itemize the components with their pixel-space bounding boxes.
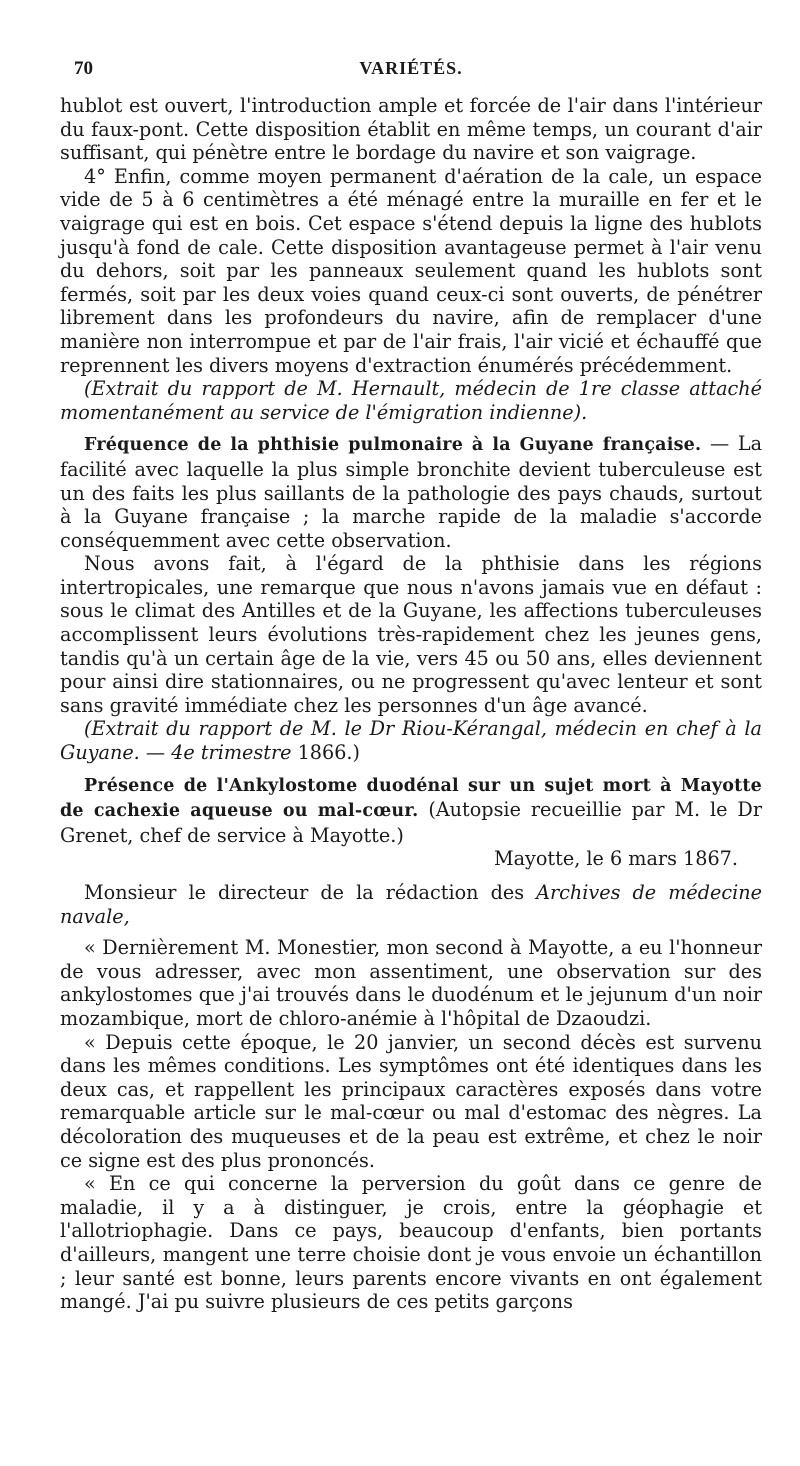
ankylostome-heading-rest: (Autopsie recueillie par M. le Dr Grenet, chef de service à Mayotte.) (60, 798, 762, 847)
letter-paragraph-2: « Depuis cette époque, le 20 janvier, un second décès est survenu dans les mêmes conditions. Les symptômes ont été identiques dans les deux cas, et rappellent les principaux caractères exposés dans votre remarquable article sur le mal-cœur ou mal d'estomac des nègres. La décoloration des muqueuses et de la peau est extrême, et chez le noir ce signe est des plus prononcés. (60, 1030, 762, 1172)
ankylostome-heading: Présence de l'Ankylostome duodénal sur un sujet mort à Mayotte de cachexie aqueuse ou mal-cœur. (60, 775, 762, 822)
aeration-paragraph-2: 4° Enfin, comme moyen permanent d'aération de la cale, un espace vide de 5 à 6 centimètres a été ménagé entre la muraille en fer et le vaigrage qui est en bois. Cet espace s'étend depuis la ligne des hublots jusqu'à fond de cale. Cette disposition avantageuse permet à l'air venu du dehors, soit par les panneaux seulement quand les hublots sont fermés, soit par les deux voies quand ceux-ci sont ouverts, de pénétrer librement dans les profondeurs du navire, afin de remplacer d'une manière non interrompue et par de l'air frais, l'air vicié et échauffé que reprennent les divers moyens d'extraction énumérés précédemment. (60, 164, 762, 377)
ankylostome-intro (60, 773, 762, 848)
letter-paragraph-1: « Dernièrement M. Monestier, mon second à Mayotte, a eu l'honneur de vous adresser, avec mon assentiment, une observation sur des ankylostomes que j'ai trouvés dans le duodénum et le jejunum d'un noir mozambique, mort de chloro-anémie à l'hôpital de Dzaoudzi. (60, 936, 762, 1030)
phthisie-paragraph-1 (60, 432, 762, 552)
letter-paragraph-3: « En ce qui concerne la perversion du goût dans ce genre de maladie, il y a à distinguer, je crois, entre la géophagie et l'allotriophagie. Dans ce pays, beaucoup d'enfants, bien portants d'ailleurs, mangent une terre choisie dont je vous envoie un échantillon ; leur santé est bonne, leurs parents encore vivants en ont également mangé. J'ai pu suivre plusieurs de ces petits garçons (60, 1172, 762, 1314)
page-number: 70 (74, 58, 93, 79)
page-header (60, 58, 762, 88)
section-gap (60, 928, 762, 936)
section-gap (60, 424, 762, 432)
letter-salutation-journal: Archives de médecine navale, (60, 881, 763, 928)
letter-salutation (60, 881, 762, 928)
letter-salutation-text: Monsieur le directeur de la rédaction des (84, 881, 525, 904)
aeration-source: (Extrait du rapport de M. Hernault, médecin de 1re classe attaché momentanément au service de l'émigration indienne). (60, 377, 762, 424)
phthisie-paragraph-2: Nous avons fait, à l'égard de la phthisie dans les régions intertropicales, une remarque que nous n'avons jamais vue en défaut : sous le climat des Antilles et de la Guyane, les affections tuberculeuses accomplissent leurs évolutions très-rapidement chez les jeunes gens, tandis qu'à un certain âge de la vie, vers 45 ou 50 ans, elles deviennent pour ainsi dire stationnaires, ou ne progressent qu'avec lenteur et sont sans gravité immédiate chez les personnes d'un âge avancé. (60, 552, 762, 717)
section-gap (60, 765, 762, 773)
page-body (60, 94, 762, 1314)
section-gap (60, 871, 762, 881)
phthisie-source (60, 717, 762, 764)
phthisie-heading: Fréquence de la phthisie pulmonaire à la Guyane française. (84, 435, 702, 456)
phthisie-source-text: (Extrait du rapport de M. le Dr Riou-Kérangal, médecin en chef à la Guyane. — 4e trimestre (60, 717, 762, 765)
phthisie-paragraph-1-text: — La facilité avec laquelle la plus simple bronchite devient tuberculeuse est un des faits les plus saillants de la pathologie des pays chauds, surtout à la Guyane française ; la marche rapide de la maladie s'accorde conséquemment avec cette observation. (60, 432, 763, 552)
letter-date: Mayotte, le 6 mars 1867. (493, 847, 738, 871)
running-head: VARIÉTÉS. (359, 58, 463, 78)
phthisie-source-year: 1866.) (297, 741, 361, 765)
aeration-paragraph-1: hublot est ouvert, l'introduction ample et forcée de l'air dans l'intérieur du faux-pont. Cette disposition établit en même temps, un courant d'air suffisant, qui pénètre entre le bordage du navire et son vaigrage. (60, 94, 762, 165)
